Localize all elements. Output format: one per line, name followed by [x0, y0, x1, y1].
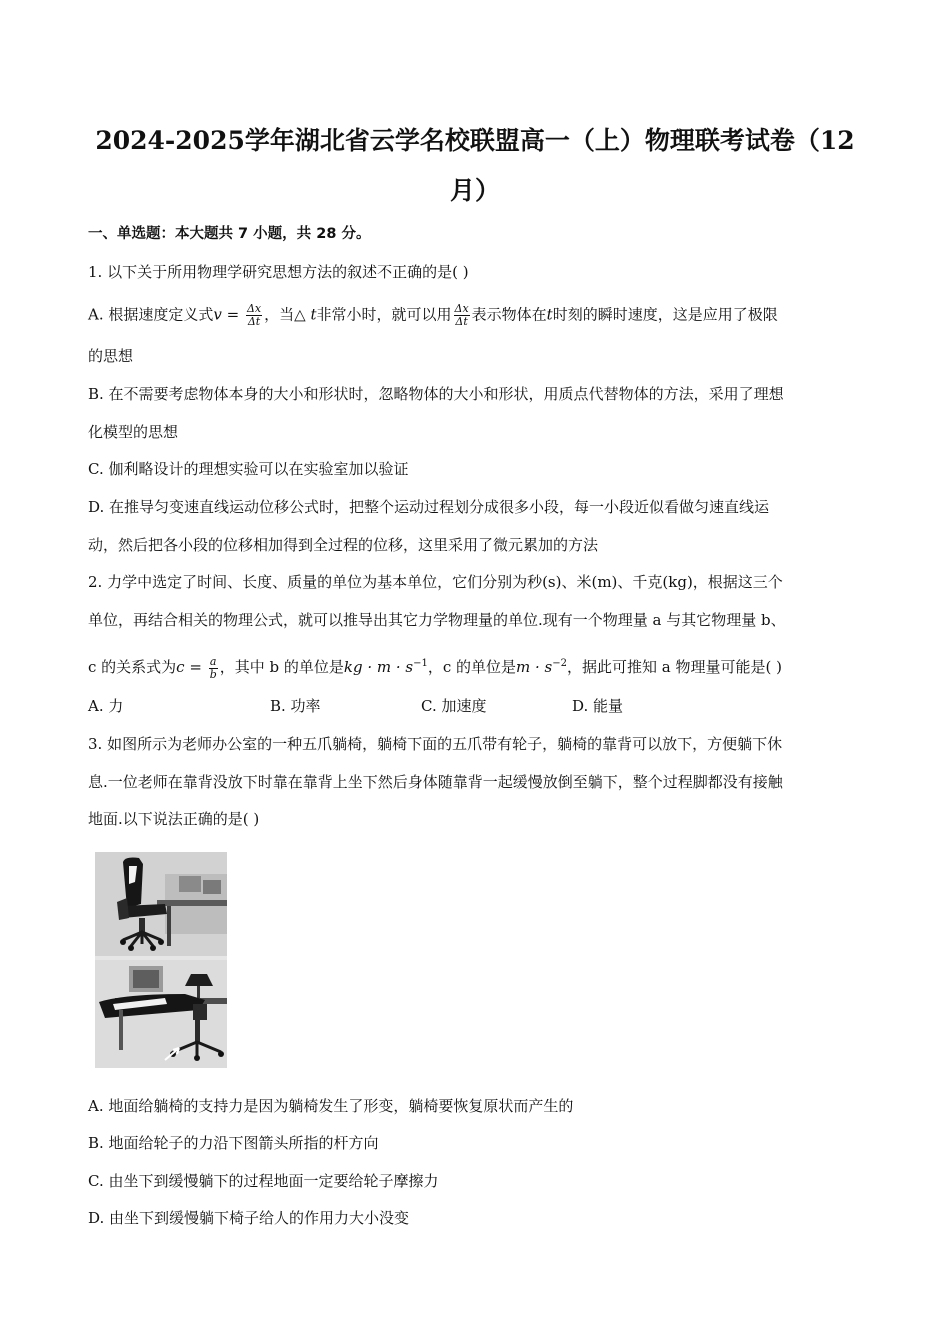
q1-option-a-line2: 的思想	[88, 347, 134, 365]
unit-c: m · s	[516, 658, 553, 676]
q3-line1: 3. 如图所示为老师办公室的一种五爪躺椅，躺椅下面的五爪带有轮子，躺椅的靠背可以放下，方便躺下休	[88, 735, 783, 753]
q1-option-b-line1: B. 在不需要考虑物体本身的大小和形状时，忽略物体的大小和形状，用质点代替物体的方法，采用了理想	[88, 385, 784, 403]
section-heading: 一、单选题：本大题共 7 小题，共 28 分。	[88, 226, 371, 242]
exam-title-line1: 2024-2025学年湖北省云学名校联盟高一（上）物理联考试卷（12	[95, 126, 855, 155]
q1-option-d-line2: 动，然后把各小段的位移相加得到全过程的位移，这里采用了微元累加的方法	[88, 536, 599, 554]
frac-den-2: Δt	[455, 315, 468, 328]
recliner-chair-photo	[95, 852, 227, 1068]
q1-option-d-line1: D. 在推导匀变速直线运动位移公式时，把整个运动过程划分成很多小段，每一小段近似看做匀速直线运	[88, 498, 770, 516]
q2-l3-text1: c 的关系式为	[88, 658, 177, 676]
q2-l3-text2: ，其中 b 的单位是	[219, 658, 344, 676]
q1-a-text4: 表示物体在	[471, 305, 547, 324]
q3-option-d: D. 由坐下到缓慢躺下椅子给人的作用力大小没变	[88, 1209, 410, 1227]
q1-a-text1: A. 根据速度定义式	[88, 305, 214, 324]
q3-line3: 地面.以下说法正确的是( )	[88, 810, 260, 828]
fraction-dx-dt	[246, 303, 262, 328]
q1-a-text3: 非常小时，就可以用	[316, 305, 452, 324]
q1-option-b-line2: 化模型的思想	[88, 423, 179, 441]
fraction-a-b	[209, 656, 218, 681]
frac-den: Δt	[247, 315, 261, 328]
q2-line1: 2. 力学中选定了时间、长度、质量的单位为基本单位，它们分别为秒(s)、米(m)、千克(kg)，根据这三个	[88, 573, 783, 591]
frac-num: Δx	[246, 302, 262, 315]
q1-stem: 1. 以下关于所用物理学研究思想方法的叙述不正确的是( )	[88, 263, 469, 281]
q3-option-a: A. 地面给躺椅的支持力是因为躺椅发生了形变，躺椅要恢复原状而产生的	[88, 1097, 574, 1115]
math-v: v	[213, 305, 222, 324]
q1-a-text2: ，当	[264, 305, 295, 324]
unit-b: kg · m · s	[343, 658, 414, 676]
unit-b-exp: −1	[413, 658, 428, 669]
q2-option-c: C. 加速度	[421, 697, 487, 715]
math-delta-t: △ t	[294, 305, 317, 324]
q1-option-a-line1	[88, 303, 778, 328]
frac-b: b	[209, 667, 217, 681]
q3-option-c: C. 由坐下到缓慢躺下的过程地面一定要给轮子摩擦力	[88, 1172, 439, 1190]
q2-option-a: A. 力	[88, 697, 124, 715]
frac-a: a	[209, 654, 217, 668]
q2-option-b: B. 功率	[270, 697, 321, 715]
q3-option-b: B. 地面给轮子的力沿下图箭头所指的杆方向	[88, 1134, 379, 1152]
fraction-dx-dt-2	[454, 303, 470, 328]
q1-a-text5: 时刻的瞬时速度，这是应用了极限	[552, 305, 778, 324]
q3-line2: 息.一位老师在靠背没放下时靠在靠背上坐下然后身体随靠背一起缓慢放倒至躺下，整个过程脚都没有接触	[88, 773, 783, 791]
unit-c-exp: −2	[552, 658, 568, 669]
q2-l3-text3: ，c 的单位是	[427, 658, 517, 676]
exam-title-line2: 月）	[449, 176, 500, 205]
q2-line2: 单位，再结合相关的物理公式，就可以推导出其它力学物理量的单位.现有一个物理量 a 与其它物理量 b、	[88, 611, 786, 629]
math-t: t	[546, 305, 553, 324]
frac-num-2: Δx	[454, 302, 469, 315]
q2-l3-text4: ，据此可推知 a 物理量可能是( )	[567, 658, 782, 676]
q2-option-d: D. 能量	[572, 697, 624, 715]
q2-line3	[88, 653, 782, 681]
math-c-eq: c =	[176, 658, 207, 676]
math-eq: =	[221, 305, 244, 324]
q1-option-c: C. 伽利略设计的理想实验可以在实验室加以验证	[88, 460, 409, 478]
